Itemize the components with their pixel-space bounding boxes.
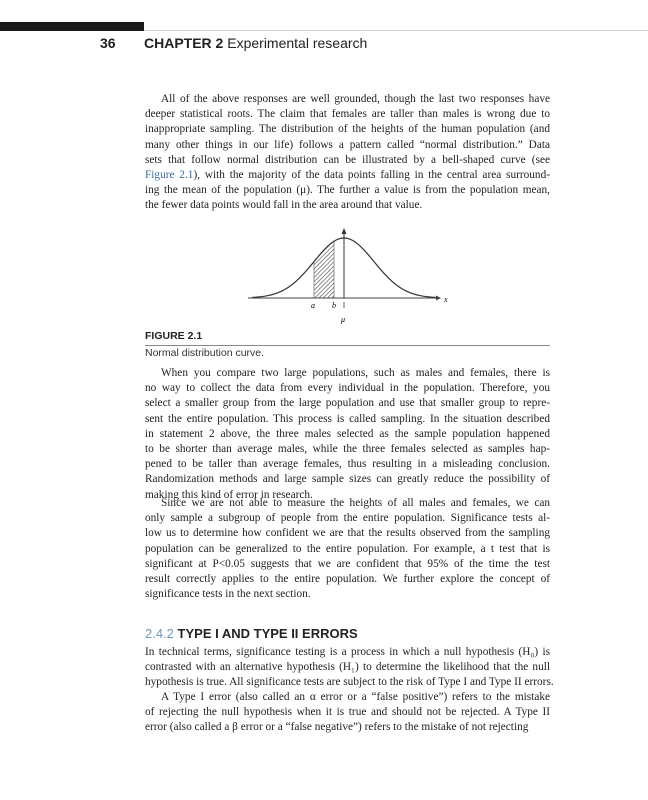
text-line: Figure 2.1), with the majority of the data points falling in the central area surround- xyxy=(145,168,550,181)
text-line: significant at P<0.05 suggests that we are confident that 95% of the time the test xyxy=(145,557,550,570)
text-line: Since we are not able to measure the heights of all males and females, we can xyxy=(161,497,550,509)
label-b: b xyxy=(332,301,336,310)
text-line: sent the entire population. This process is called sampling. In the situation described xyxy=(145,412,550,425)
paragraph-4 xyxy=(145,645,554,691)
section-heading xyxy=(145,626,358,641)
text-line: to be shorter than average males, while the three females selected as samples hap- xyxy=(145,442,550,455)
paragraph-5 xyxy=(145,690,550,736)
text-line: ing the mean of the population (μ). The further a value is from the population mean, xyxy=(145,184,550,197)
label-a: a xyxy=(311,301,315,310)
mean-arrow-icon xyxy=(342,228,347,234)
text-line: result correctly applies to the entire population. We further explore the concept of xyxy=(145,572,550,585)
text-line: pened to be taller than average females, thus resulting in a misleading conclusion. xyxy=(145,458,550,471)
text-line: hypothesis is true. All significance tests are subject to the risk of Type I and Type II errors. xyxy=(145,676,554,689)
paragraph-1 xyxy=(145,92,550,214)
text-line: select a smaller group from the large population and use that smaller group to repre- xyxy=(145,397,550,410)
text-line: the fewer data points would fall in the area around that value. xyxy=(145,199,423,212)
text-line: contrasted with an alternative hypothesis (H₁) to determine the likelihood that the null xyxy=(145,661,550,674)
text-line: deeper statistical roots. The claim that females are taller than males is wrong due to xyxy=(145,108,550,121)
text-line: making this kind of error in research. xyxy=(145,488,313,501)
text-line: in statement 2 above, the three males selected as the sample population happened xyxy=(145,427,550,440)
section-number: 2.4.2 xyxy=(145,626,174,641)
chapter-label: CHAPTER 2 xyxy=(144,35,224,51)
normal-distribution-figure xyxy=(240,228,470,332)
text-line: When you compare two large populations, such as males and females, there is xyxy=(161,367,550,379)
text-line: inappropriate sampling. The distribution of the heights of the human population (and xyxy=(145,123,550,136)
label-x: x xyxy=(444,295,448,304)
paragraph-2 xyxy=(145,366,550,503)
text-line: In technical terms, significance testing is a process in which a null hypothesis (H₀) is xyxy=(145,646,550,658)
text-line: A Type I error (also called an α error or a “false positive”) refers to the mistake xyxy=(161,691,550,703)
section-title: TYPE I AND TYPE II ERRORS xyxy=(177,626,358,641)
text-line: error (also called a β error or a “false negative”) refers to the mistake of not rejecting xyxy=(145,721,529,734)
header-rule xyxy=(144,30,648,31)
chapter-title: Experimental research xyxy=(227,35,368,51)
figure-rule xyxy=(145,345,550,346)
page-number: 36 xyxy=(100,35,116,51)
figure-caption: Normal distribution curve. xyxy=(145,347,265,359)
figure-label: FIGURE 2.1 xyxy=(145,330,203,342)
text-line: low us to determine how confident we are that the results observed from the sampling xyxy=(145,527,550,540)
text-line: All of the above responses are well grounded, though the last two responses have xyxy=(161,93,550,105)
text-line: of rejecting the null hypothesis when it is true and should not be rejected. A Type II xyxy=(145,706,550,719)
text-line: no way to collect the data from every individual in the population. Therefore, you xyxy=(145,382,550,395)
text-line: sets that follow normal distribution can be illustrated by a bell-shaped curve (see xyxy=(145,153,550,166)
text-line: significance tests in the next section. xyxy=(145,588,311,601)
paragraph-3 xyxy=(145,496,550,602)
figure-link[interactable]: Figure 2.1 xyxy=(145,168,194,181)
text-line: only sample a subgroup of people from the entire population. Significance tests al- xyxy=(145,512,550,525)
header-bar xyxy=(0,22,144,31)
running-header xyxy=(100,35,367,51)
text-line: many other things in our life) follows a pattern called “normal distribution.” Data xyxy=(145,138,550,151)
axis-arrow-icon xyxy=(436,296,441,301)
text-line: population can be generalized to the entire population. For example, a t test that is xyxy=(145,542,550,555)
text-line: Randomization methods and large sample sizes can greatly reduce the possibility of xyxy=(145,473,550,486)
label-mu: μ xyxy=(341,315,346,324)
